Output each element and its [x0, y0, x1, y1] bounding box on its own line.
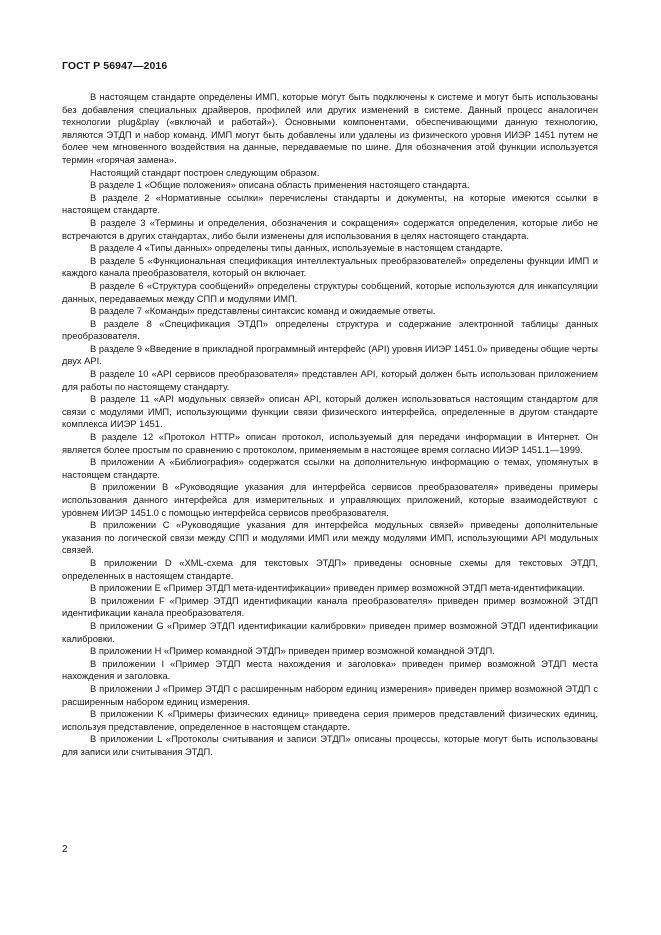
paragraph-annex-h: В приложении Н «Пример командной ЭТДП» приведен пример возможной командной ЭТДП.: [90, 646, 495, 657]
paragraph-section-12: В разделе 12 «Протокол HTTP» описан протокол, используемый для передачи информации в Интернет. Он является более простым по сравнению с протоколом, применяемым в настоящее время согласно ИИЭР 1451.1—1999.: [62, 432, 598, 455]
paragraph-annex-c: В приложении С «Руководящие указания для интерфейса модульных связей» приведены дополнительные указания по логической связи между СПП и модулями ИМП или между модулями ИМП, использующими API модульных связей.: [62, 520, 598, 556]
paragraph-section-7: В разделе 7 «Команды» представлены синтаксис команд и ожидаемые ответы.: [90, 306, 436, 317]
paragraph-section-9: В разделе 9 «Введение в прикладной программный интерфейс (API) уровня ИИЭР 1451.0» приведены общие черты двух API.: [62, 343, 598, 367]
paragraph-annex-d: В приложении D «XML-схема для текстовых ЭТДП» приведены основные схемы для текстовых ЭТДП, определенных в настоящем стандарте.: [62, 557, 598, 581]
paragraph-annex-f: В приложении F «Пример ЭТДП идентификации канала преобразователя» приведен пример возможной ЭТДП идентификации канала преобразователя.: [62, 595, 598, 619]
paragraph-section-6: В разделе 6 «Структура сообщений» определены структуры сообщений, которые используются для инкапсуляции данных, передаваемых между СПП и модулями ИМП.: [62, 280, 598, 304]
paragraph-annex-a: В приложении А «Библиография» содержатся ссылки на дополнительную информацию о темах, упомянутых в настоящем стандарте.: [62, 457, 598, 480]
paragraph-annex-j: В приложении J «Пример ЭТДП с расширенным набором единиц измерения» приведен пример возможной ЭТДП с расширенным набором единиц измерения.: [62, 683, 598, 707]
paragraph-section-5: В разделе 5 «Функциональная спецификация интеллектуальных преобразователей» определены функции ИМП и каждого канала преобразователя, который он включает.: [62, 255, 598, 279]
document-body: [62, 91, 598, 758]
paragraph-annex-e: В приложении Е «Пример ЭТДП мета-идентификации» приведен пример возможной ЭТДП мета-идентификации.: [90, 583, 585, 594]
paragraph-section-1: В разделе 1 «Общие положения» описана область применения настоящего стандарта.: [90, 180, 470, 191]
page-number: 2: [62, 844, 68, 855]
paragraph-annex-l: В приложении L «Протоколы считывания и записи ЭТДП» описаны процессы, которые могут быть использованы для записи или считывания ЭТДП.: [62, 734, 598, 757]
paragraph-structure-intro: Настоящий стандарт построен следующим образом.: [90, 167, 320, 178]
paragraph-intro: В настоящем стандарте определены ИМП, которые могут быть подключены к системе и могут быть использованы без добавления специальных драйверов, профилей или других изменений в системе. Данный процесс аналогичен технологии plug&play («включай и работай»). Основными компонентами, обеспечивающими данную технологию, являются ЭТДП и набор команд. ИМП могут быть добавлены или удалены из физического уровня ИИЭР 1451 путем не более чем мгновенного воздействия на данные, передаваемые по шине. Для обозначения этой функции используется термин «горячая замена».: [62, 92, 598, 165]
paragraph-annex-k: В приложении K «Примеры физических единиц» приведена серия примеров представлений физических единиц, используя представление, определенное в настоящем стандарте.: [62, 709, 598, 732]
paragraph-annex-i: В приложении I «Пример ЭТДП места нахождения и заголовка» приведен пример возможной ЭТДП места нахождения и заголовка.: [62, 658, 598, 682]
document-header: ГОСТ Р 56947—2016: [62, 60, 168, 72]
paragraph-section-4: В разделе 4 «Типы данных» определены типы данных, используемые в настоящем стандарте.: [90, 243, 503, 254]
paragraph-annex-b: В приложении В «Руководящие указания для интерфейса сервисов преобразователя» приведены примеры использования данного интерфейса для измерительных и управляющих приложений, которые взаимодействуют с уровнем ИИЭР 1451.0 с помощью интерфейса сервисов преобразователя.: [62, 482, 598, 518]
paragraph-section-3: В разделе 3 «Термины и определения, обозначения и сокращения» содержатся определения, которые либо не встречаются в других стандартах, либо были изменены для использования в целях настоящего стандарта.: [62, 217, 598, 241]
paragraph-section-11: В разделе 11 «API модульных связей» описан API, который должен использоваться настоящим стандартом для связи с модулями ИМП, использующими функции связи физического интерфейса, определенные в другом стандарте комплекса ИИЭР 1451.: [62, 394, 598, 430]
paragraph-section-10: В разделе 10 «API сервисов преобразователя» представлен API, который должен быть использован приложением для работы по настоящему стандарту.: [62, 369, 598, 392]
paragraph-section-2: В разделе 2 «Нормативные ссылки» перечислены стандарты и документы, на которые имеются ссылки в настоящем стандарте.: [62, 192, 598, 216]
paragraph-section-8: В разделе 8 «Спецификация ЭТДП» определены структура и содержание электронной таблицы данных преобразователя.: [62, 318, 598, 342]
paragraph-annex-g: В приложении G «Пример ЭТДП идентификации калибровки» приведен пример возможной ЭТДП идентификации калибровки.: [62, 620, 598, 644]
